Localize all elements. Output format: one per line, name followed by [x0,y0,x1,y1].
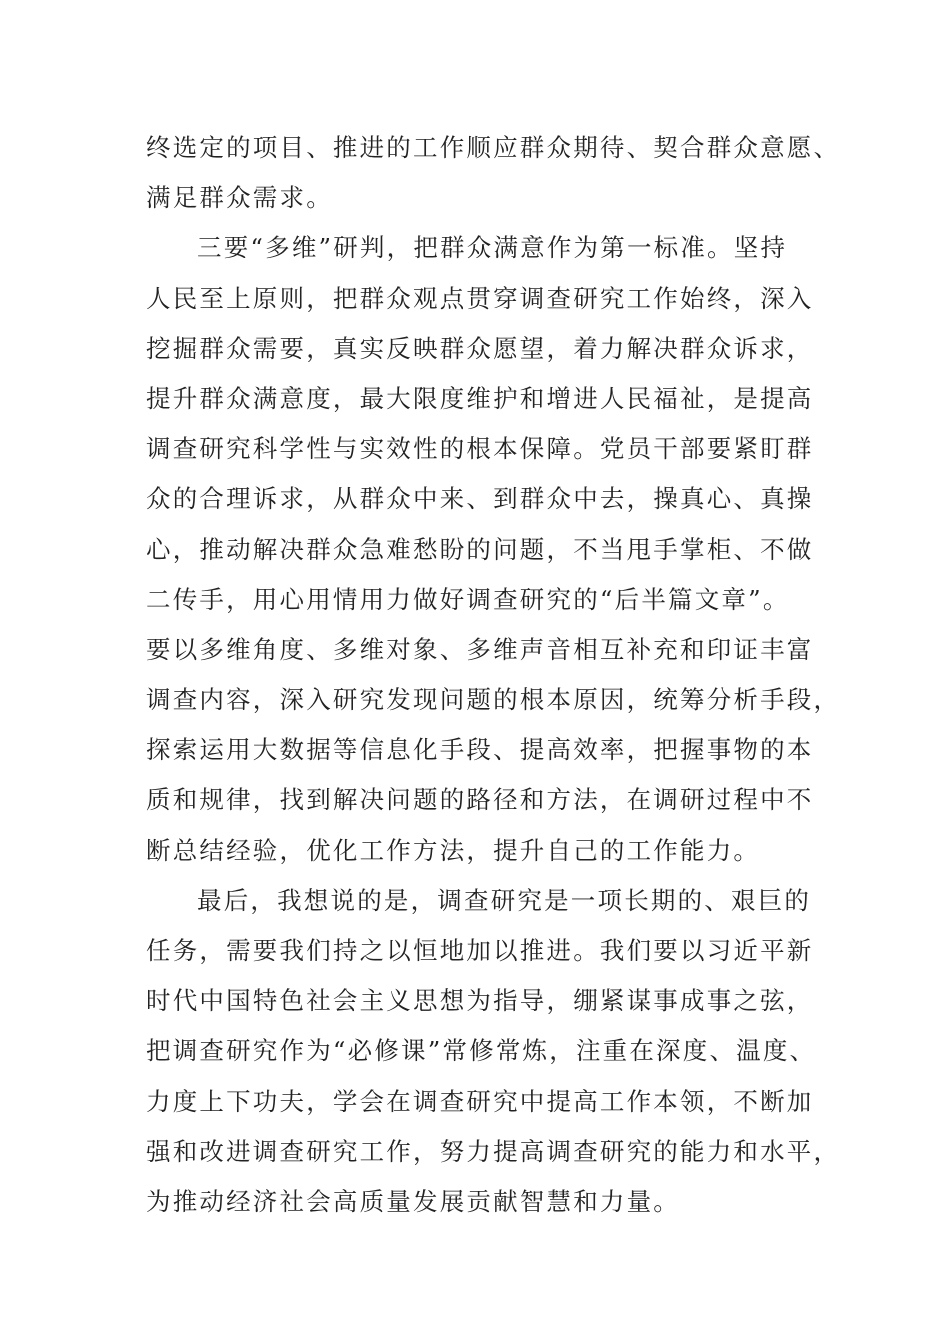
text-line: 众的合理诉求，从群众中来、到群众中去，操真心、真操 [146,484,814,514]
text-line: 调查研究科学性与实效性的根本保障。党员干部要紧盯群 [146,434,814,464]
text-line: 任务，需要我们持之以恒地加以推进。我们要以习近平新 [146,936,814,965]
text-line: 二传手，用心用情用力做好调查研究的“后半篇文章”。 [146,584,790,614]
text-line: 质和规律，找到解决问题的路径和方法，在调研过程中不 [146,785,814,815]
text-line: 断总结经验，优化工作方法，提升自己的工作能力。 [146,835,761,865]
text-line: 为推动经济社会高质量发展贡献智慧和力量。 [146,1186,680,1216]
text-line: 心，推动解决群众急难愁盼的问题，不当甩手掌柜、不做 [146,534,814,564]
text-line: 把调查研究作为“必修课”常修常炼，注重在深度、温度、 [146,1036,817,1066]
paragraph-start-line: 最后，我想说的是，调查研究是一项长期的、艰巨的 [197,885,812,915]
paragraph-start-line: 三要“多维”研判，把群众满意作为第一标准。坚持 [197,233,788,263]
body-text [146,123,841,1227]
text-line: 要以多维角度、多维对象、多维声音相互补充和印证丰富 [146,634,814,664]
text-line: 力度上下功夫，学会在调查研究中提高工作本领，不断加 [146,1086,814,1116]
text-line: 强和改进调查研究工作，努力提高调查研究的能力和水平， [146,1136,841,1166]
text-line: 挖掘群众需要，真实反映群众愿望，着力解决群众诉求， [146,333,814,363]
text-line: 满足群众需求。 [146,183,333,213]
text-line: 时代中国特色社会主义思想为指导，绷紧谋事成事之弦， [146,986,814,1016]
text-line: 调查内容，深入研究发现问题的根本原因，统筹分析手段， [146,685,841,715]
text-line: 人民至上原则，把群众观点贯穿调查研究工作始终，深入 [146,283,814,313]
text-line: 提升群众满意度，最大限度维护和增进人民福祉，是提高 [146,383,814,413]
text-line: 终选定的项目、推进的工作顺应群众期待、契合群众意愿、 [146,133,841,162]
text-line: 探索运用大数据等信息化手段、提高效率，把握事物的本 [146,735,814,765]
